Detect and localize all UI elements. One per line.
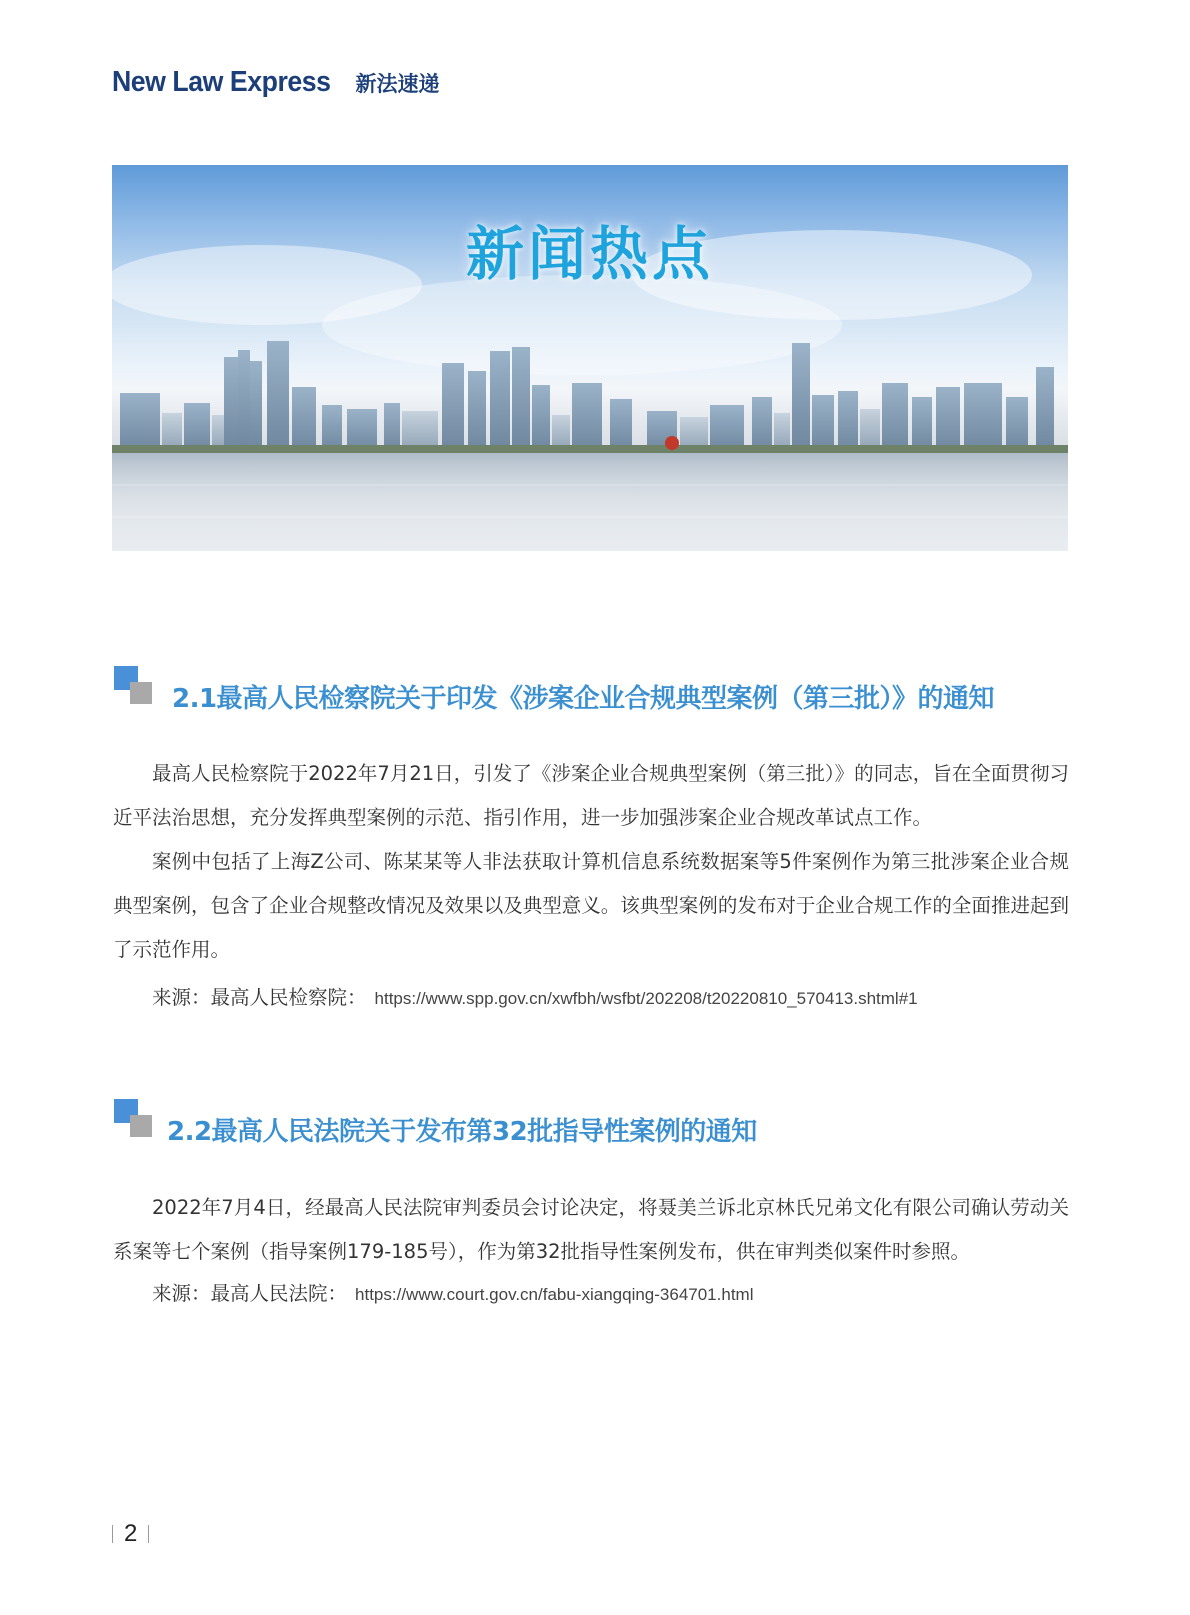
section-marker-icon <box>114 666 154 706</box>
section-2-1-paragraph-2: 案例中包括了上海Z公司、陈某某等人非法获取计算机信息系统数据案等5件案例作为第三批涉案企业合规典型案例，包含了企业合规整改情况及效果以及典型意义。该典型案例的发布对于企业合规工作的全面推进起到了示范作用。 <box>113 850 1069 961</box>
section-2-1-paragraph-1: 最高人民检察院于2022年7月21日，引发了《涉案企业合规典型案例（第三批）》的同志，旨在全面贯彻习近平法治思想，充分发挥典型案例的示范、指引作用，进一步加强涉案企业合规改革试点工作。 <box>113 762 1069 829</box>
section-2-1-source <box>152 982 918 1010</box>
divider <box>112 1525 113 1543</box>
section-title-2-1: 2.1最高人民检察院关于印发《涉案企业合规典型案例（第三批）》的通知 <box>172 684 995 714</box>
banner-image <box>112 165 1068 551</box>
section-marker-icon <box>114 1099 154 1139</box>
source-link[interactable]: https://www.court.gov.cn/fabu-xiangqing-364701.html <box>355 1285 754 1304</box>
section-2-2-paragraph-1: 2022年7月4日，经最高人民法院审判委员会讨论决定，将聂美兰诉北京林氏兄弟文化有限公司确认劳动关系案等七个案例（指导案例179-185号），作为第32批指导性案例发布，供在审判类似案件时参照。 <box>113 1196 1069 1263</box>
section-2-2-source <box>152 1278 753 1306</box>
brand-name-cn: 新法速递 <box>355 72 440 96</box>
marker-gray-square <box>130 1115 152 1137</box>
source-link[interactable]: https://www.spp.gov.cn/xwfbh/wsfbt/202208/t20220810_570413.shtml#1 <box>374 989 918 1008</box>
source-label: 来源：最高人民法院： <box>152 1282 348 1305</box>
brand-name-en: New Law Express <box>112 66 331 98</box>
source-label: 来源：最高人民检察院： <box>152 986 367 1009</box>
page-number-value: 2 <box>124 1520 138 1547</box>
section-title-2-2: 2.2最高人民法院关于发布第32批指导性案例的通知 <box>167 1117 757 1147</box>
page-header <box>112 66 440 99</box>
divider <box>148 1525 149 1543</box>
page-number <box>112 1520 149 1548</box>
banner-title: 新闻热点 <box>465 220 714 288</box>
marker-gray-square <box>130 682 152 704</box>
